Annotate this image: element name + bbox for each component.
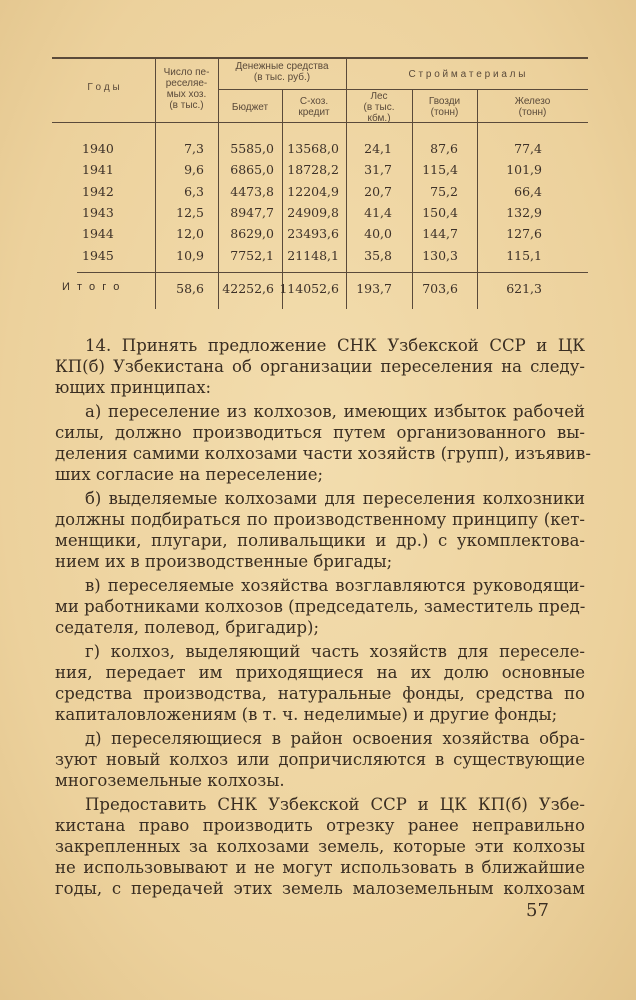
table-row-cell: 40,0 [364, 226, 392, 242]
text-line: капиталовложениям (в т. ч. неделимые) и другие фонды; [55, 705, 558, 724]
header-line: мых хоз. [166, 89, 207, 100]
header-iron [477, 96, 588, 118]
header-line: кбм.) [367, 113, 391, 124]
table-row-label: 1942 [82, 183, 114, 199]
header-credit [282, 96, 346, 118]
table-row-cell: 144,7 [422, 226, 458, 242]
text-line: ми работниками колхозов (председатель, заместитель пред- [55, 597, 586, 616]
total-row-cell: 621,3 [506, 281, 542, 296]
header-budget: Бюджет [231, 102, 269, 113]
header-line: (тонн) [518, 107, 547, 118]
table-row-cell: 10,9 [176, 247, 204, 263]
total-row-cell: 193,7 [356, 281, 392, 296]
table-row-cell: 5585,0 [230, 141, 274, 156]
table-row-label: 1944 [82, 226, 114, 242]
text-line: деления самими колхозами части хозяйств (групп), изъявив- [55, 444, 591, 463]
text-line: д) переселяющиеся в район освоения хозяйства обра- [85, 729, 585, 748]
table-row-label: 1945 [82, 247, 114, 263]
text-line: закрепленных за колхозами земель, которые эти колхозы [55, 837, 585, 856]
text-line: седателя, полевод, бригадир); [55, 618, 320, 637]
table-row-cell: 6865,0 [230, 162, 274, 178]
header-line: (в тыс. руб.) [253, 72, 311, 83]
header-line: кредит [298, 107, 330, 118]
paragraph [55, 728, 585, 791]
table-row-cell: 31,7 [364, 162, 392, 178]
text-line: средства производства, натуральные фонды, средства по [55, 684, 585, 703]
header-line: Лес [370, 91, 388, 102]
statistics-table [52, 55, 588, 313]
total-rule [77, 272, 588, 273]
column-divider [477, 90, 478, 309]
table-row-cell: 35,8 [364, 247, 392, 263]
table-row-cell: 132,9 [506, 204, 542, 220]
page-number: 57 [526, 900, 549, 921]
table-row-cell: 101,9 [506, 162, 542, 178]
paragraph [55, 335, 585, 398]
table-row-cell: 87,6 [430, 141, 458, 156]
total-row-cell: 114052,6 [279, 281, 339, 296]
header-households [155, 67, 218, 111]
table-row-cell: 77,4 [514, 141, 542, 156]
table-row-cell: 150,4 [422, 204, 458, 220]
total-row-cell: 703,6 [422, 281, 458, 296]
table-row-cell: 23493,6 [287, 226, 339, 242]
text-line: ших согласие на переселение; [55, 465, 324, 484]
header-line: Число пе- [163, 67, 210, 78]
paragraph [55, 641, 585, 725]
paragraph [55, 794, 585, 899]
text-line: годы, с передачей этих земель малоземельным колхозам [55, 879, 585, 898]
body-text [55, 335, 591, 902]
header-nails [412, 96, 477, 118]
text-line: нием их в производственные бригады; [55, 552, 393, 571]
table-row-cell: 8947,7 [230, 204, 274, 220]
table-row-cell: 24,1 [364, 141, 392, 156]
table-row-cell: 7752,1 [230, 247, 274, 263]
paragraph [55, 401, 591, 485]
header-line: (в тыс. [363, 102, 395, 113]
text-line: 14. Принять предложение СНК Узбекской ССР и ЦК [85, 336, 585, 355]
table-row-cell: 75,2 [430, 183, 458, 199]
header-line: Гвозди [428, 96, 461, 107]
table-row-cell: 130,3 [422, 247, 458, 263]
table-row-cell: 12204,9 [287, 183, 339, 199]
total-row-cell: 58,6 [176, 281, 204, 296]
table-row-cell: 6,3 [184, 183, 204, 199]
table-row-cell: 18728,2 [287, 162, 339, 178]
text-line: должны подбираться по производственному принципу (кет- [55, 510, 585, 529]
table-row-cell: 12,5 [176, 204, 204, 220]
table-row-cell: 66,4 [514, 183, 542, 199]
header-money [218, 61, 346, 83]
table-row-cell: 9,6 [184, 162, 204, 178]
header-line: Железо [514, 96, 551, 107]
column-divider [412, 90, 413, 309]
header-line: реселяе- [165, 78, 208, 89]
text-line: не использовывают и не могут использовать в ближайшие [55, 858, 585, 877]
table-row-cell: 12,0 [176, 226, 204, 242]
text-line: б) выделяемые колхозами для переселения колхозники [85, 489, 585, 508]
table-row-cell: 13568,0 [287, 141, 339, 156]
table-row-cell: 115,1 [506, 247, 542, 263]
table-row-cell: 4473,8 [230, 183, 274, 199]
header-materials: С т р о й м а т е р и а л ы [408, 69, 526, 80]
header-years: Г о д ы [87, 82, 120, 93]
text-line: менщики, плугари, поливальщики и др.) с укомплектова- [55, 531, 585, 550]
total-row-cell: 42252,6 [222, 281, 274, 296]
column-divider [282, 90, 283, 309]
table-row-cell: 24909,8 [287, 204, 339, 220]
table-row-cell: 21148,1 [287, 247, 339, 263]
header-bottom-rule [52, 122, 588, 123]
text-line: многоземельные колхозы. [55, 771, 285, 790]
paragraph [55, 575, 585, 638]
table-row-cell: 127,6 [506, 226, 542, 242]
materials-subheader-rule [346, 89, 588, 90]
header-line: С-хоз. [299, 96, 329, 107]
total-row-label: И т о г о [62, 281, 122, 293]
table-row-cell: 41,4 [364, 204, 392, 220]
text-line: зуют новый колхоз или допричисляются в существующие [55, 750, 585, 769]
text-line: КП(б) Узбекистана об организации переселения на следу- [55, 357, 585, 376]
header-line: (тонн) [430, 107, 459, 118]
header-line: Денежные средства [235, 61, 329, 72]
text-line: ния, передает им приходящиеся на их долю основные [55, 663, 585, 682]
table-row-label: 1941 [82, 162, 114, 178]
text-line: ющих принципах: [55, 378, 212, 397]
header-line: (в тыс.) [169, 100, 204, 111]
text-line: Предоставить СНК Узбекской ССР и ЦК КП(б) Узбе- [85, 795, 585, 814]
table-row-label: 1940 [82, 141, 114, 156]
text-line: а) переселение из колхозов, имеющих избыток рабочей [85, 402, 585, 421]
text-line: в) переселяемые хозяйства возглавляются руководящи- [85, 576, 585, 595]
table-row-cell: 115,4 [422, 162, 458, 178]
table-row-cell: 7,3 [184, 141, 204, 156]
text-line: силы, должно производиться путем организованного вы- [55, 423, 585, 442]
paragraph [55, 488, 585, 572]
header-timber [346, 91, 412, 124]
text-line: кистана право производить отрезку ранее неправильно [55, 816, 585, 835]
table-row-cell: 20,7 [364, 183, 392, 199]
table-top-rule [52, 57, 588, 59]
table-row-cell: 8629,0 [230, 226, 274, 242]
text-line: г) колхоз, выделяющий часть хозяйств для переселе- [85, 642, 585, 661]
table-row-label: 1943 [82, 204, 114, 220]
